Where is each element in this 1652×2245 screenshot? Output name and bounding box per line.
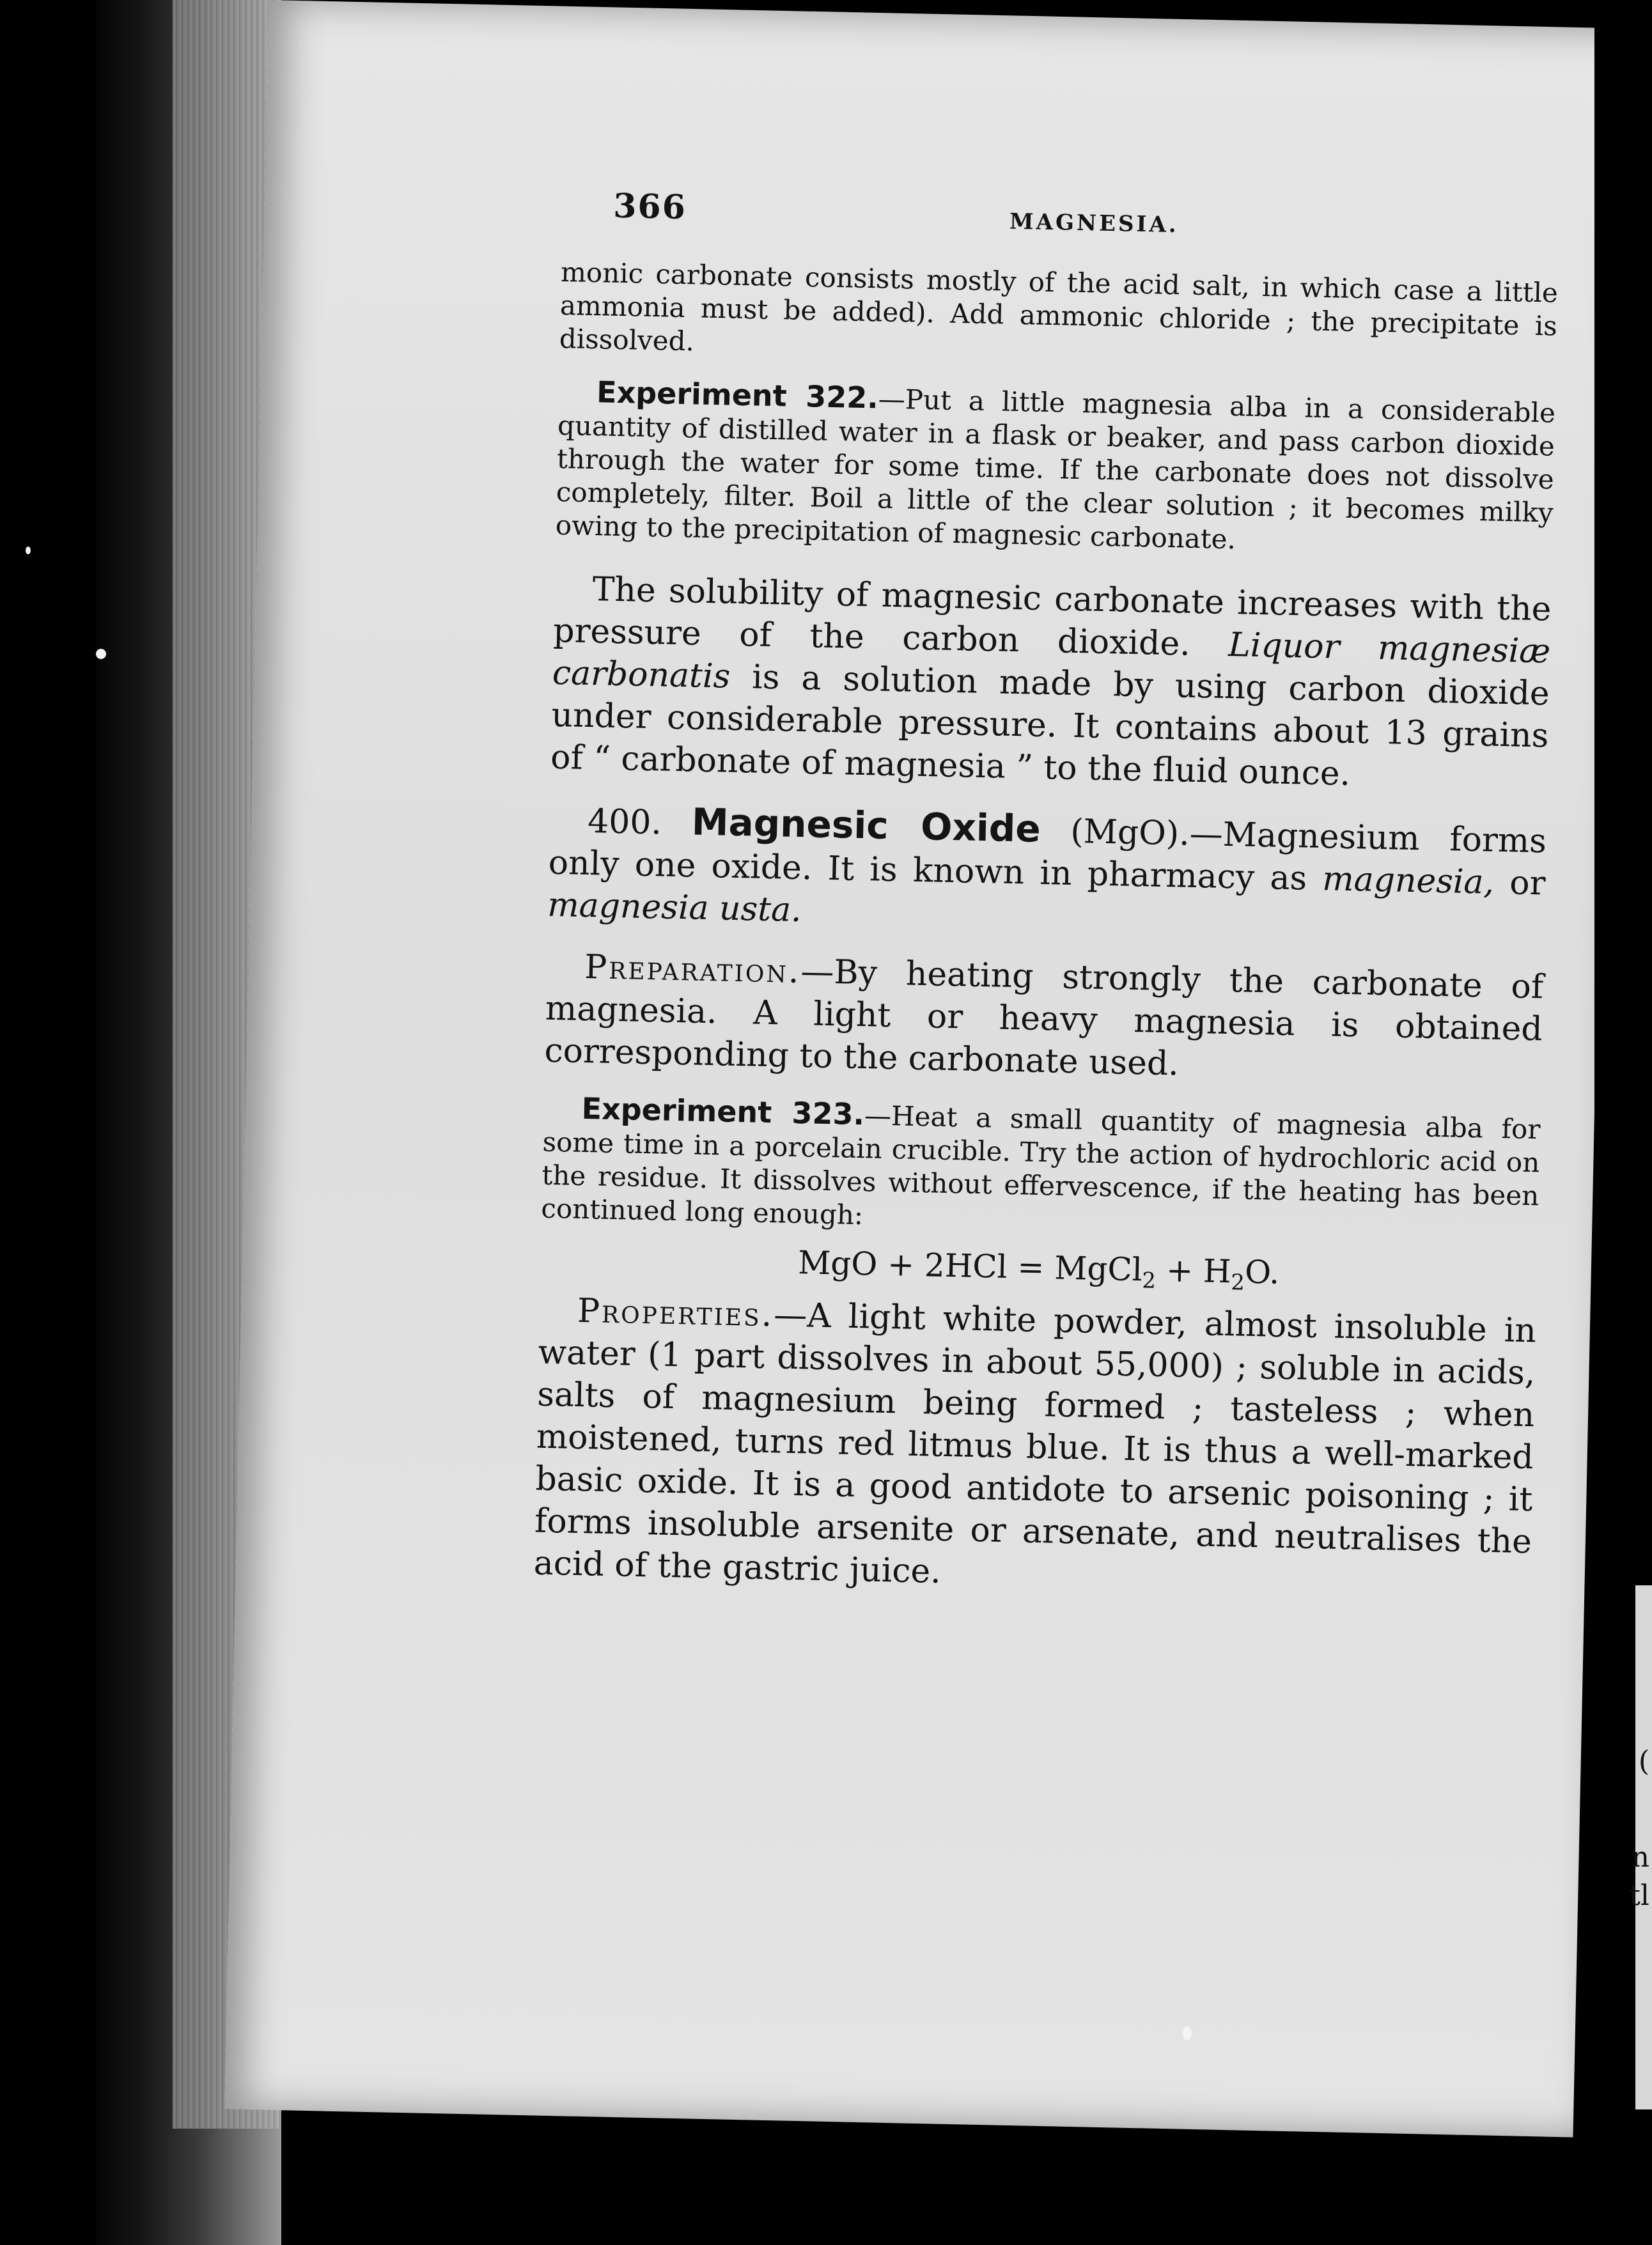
experiment-322-text: —Put a little magnesia alba in a considerable quantity of distilled water in a flask or beaker, and pass carbon dioxide through the water for some time. If the carbonate does not dissolve completely, filter. Boil a little of the clear solution ; it becomes milky owing to the precipitation of magnesic carbonate.	[555, 383, 1556, 555]
solubility-paragraph	[550, 568, 1552, 800]
solubility-italic: Liquor magnesiæ carbonatis	[552, 625, 1551, 696]
section-number: 400.	[587, 802, 662, 843]
experiment-323-text: —Heat a small quantity of magnesia alba for some time in a porcelain crucible. Try the action of hydrochloric acid on the residue. It dissolves without effervescence, if the heating has been continued long enough:	[540, 1099, 1541, 1231]
properties-label: Properties.	[577, 1291, 774, 1335]
preparation-label: Preparation.	[584, 947, 802, 991]
section-400-italic-2: magnesia usta.	[547, 885, 802, 930]
equation-subscript: 2	[1141, 1268, 1157, 1294]
facing-page-fragment: n	[1631, 1841, 1649, 1874]
equation-lhs: MgO + 2HCl = MgCl	[797, 1244, 1143, 1289]
scan-speck	[26, 547, 31, 554]
facing-page-fragment: tl	[1629, 1879, 1649, 1912]
preparation-text: —By heating strongly the carbonate of magnesia. A light or heavy magnesia is obtained corresponding to the carbonate used.	[544, 952, 1544, 1084]
experiment-322-label: Experiment 322.	[596, 375, 879, 416]
scan-speck	[1183, 2026, 1192, 2040]
section-title: Magnesic Oxide	[691, 800, 1041, 851]
equation-mid: + H	[1155, 1251, 1232, 1291]
preparation-paragraph	[544, 945, 1544, 1093]
continuation-paragraph: monic carbonate consists mostly of the acid salt, in which case a little ammonia must be added). Add ammonic chloride ; the precipitate is dissolved.	[559, 256, 1559, 357]
section-formula: (MgO).	[1040, 811, 1190, 853]
equation-subscript: 2	[1230, 1270, 1245, 1296]
section-400-text: —Magnesium forms only one oxide. It is known in pharmacy as	[548, 814, 1547, 899]
equation-end: O.	[1244, 1253, 1280, 1291]
properties-paragraph	[533, 1289, 1536, 1606]
page-number: 366	[612, 186, 687, 228]
running-title: MAGNESIA.	[1009, 208, 1180, 238]
section-400-paragraph	[547, 798, 1547, 947]
scan-speck	[96, 649, 106, 659]
experiment-323-label: Experiment 323.	[581, 1091, 865, 1132]
section-400-italic: magnesia,	[1321, 860, 1495, 902]
solubility-text: The solubility of magnesic carbonate increases with the pressure of the carbon dioxide.	[552, 570, 1552, 664]
section-400-text-2: or	[1493, 863, 1547, 903]
experiment-323-paragraph	[541, 1091, 1541, 1247]
facing-page-fragment: (	[1638, 1745, 1649, 1778]
properties-text: —A light white powder, almost insoluble in water (1 part dissolves in about 55,000) ; soluble in acids, salts of magnesium being formed ; tasteless ; when moistened, turns red litmus blue. It is thus a well-marked basic oxide. It is a good antidote to arsenic poisoning ; it forms insoluble arsenite or arsenate, and neutralises the acid of the gastric juice.	[533, 1296, 1537, 1591]
experiment-322-paragraph	[555, 375, 1555, 563]
solubility-text-after: is a solution made by using carbon dioxide under considerable pressure. It contains about 13 grains of “ carbonate of magnesia ” to the fluid ounce.	[550, 657, 1550, 793]
page-content	[533, 185, 1560, 1605]
